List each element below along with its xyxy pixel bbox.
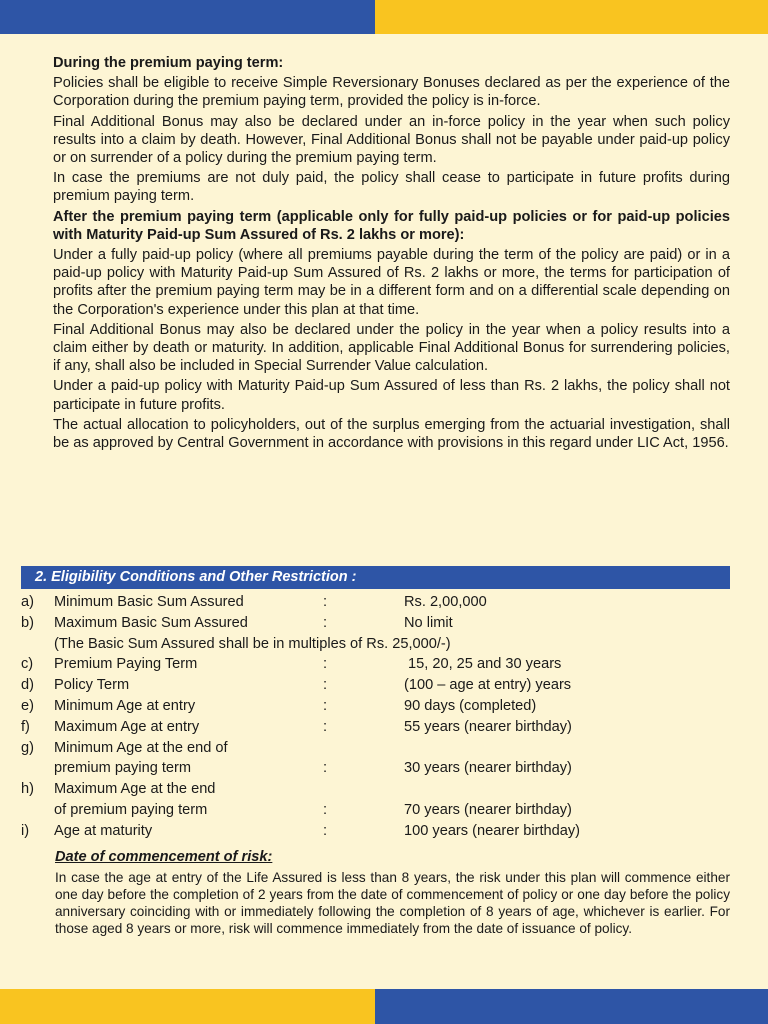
condition-value: Rs. 2,00,000 <box>404 594 487 610</box>
risk-commencement-title: Date of commencement of risk: <box>55 849 273 865</box>
condition-row-e <box>21 696 730 717</box>
paragraph-premiums-not-paid: In case the premiums are not duly paid, the policy shall cease to participate in future profits during premium paying term. <box>53 170 730 205</box>
during-term-heading: During the premium paying term: <box>53 55 284 71</box>
condition-label: Premium Paying Term <box>54 656 198 673</box>
paragraph-allocation: The actual allocation to policyholders, out of the surplus emerging from the actuarial investigation, shall be as approved by Central Government in accordance with provisions in this regard under LIC Act, 1956. <box>53 416 730 452</box>
condition-value: 100 years (nearer birthday) <box>404 822 581 839</box>
condition-row-g <box>21 738 730 759</box>
condition-label: Minimum Basic Sum Assured <box>54 594 244 610</box>
condition-row-h-cont <box>21 800 730 821</box>
bottom-left-yellow-band <box>0 989 375 1024</box>
risk-commencement-section <box>55 848 730 937</box>
paragraph-paid-up-less-2-lakhs: Under a paid-up policy with Maturity Paid-up Sum Assured of less than Rs. 2 lakhs, the policy shall not participate in future profits. <box>53 378 730 413</box>
colon-separator: : <box>323 677 328 694</box>
condition-row-g-cont <box>21 758 730 779</box>
colon-separator: : <box>323 801 328 818</box>
paragraph-final-bonus-maturity: Final Additional Bonus may also be declared under the policy in the year when a policy results into a claim either by death or maturity. In addition, applicable Final Additional Bonus for surrendering policies, if any, shall also be included in Special Surrender Value calculation. <box>53 321 730 375</box>
condition-row-d <box>21 675 730 696</box>
condition-label: Age at maturity <box>54 822 153 839</box>
condition-letter: g) <box>21 739 34 756</box>
section-2-header: 2. Eligibility Conditions and Other Restriction : <box>21 566 730 589</box>
condition-value: 55 years (nearer birthday) <box>404 718 572 735</box>
condition-label: Maximum Basic Sum Assured <box>54 614 248 631</box>
colon-separator: : <box>323 594 328 610</box>
bottom-right-blue-band <box>375 989 768 1024</box>
condition-letter: h) <box>21 781 34 798</box>
condition-letter: e) <box>21 697 34 714</box>
condition-value: 15, 20, 25 and 30 years <box>408 656 562 673</box>
paragraph-reversionary-bonus: Policies shall be eligible to receive Simple Reversionary Bonuses declared as per the experience of the Corporation during the premium paying term, provided the policy is in-force. <box>53 75 730 110</box>
condition-row-c <box>21 654 730 675</box>
condition-value: 30 years (nearer birthday) <box>404 760 572 777</box>
condition-row-i <box>21 821 730 842</box>
colon-separator: : <box>323 697 328 714</box>
condition-letter: c) <box>21 656 34 673</box>
condition-row-h <box>21 779 730 800</box>
condition-value: No limit <box>404 614 453 631</box>
colon-separator: : <box>323 718 328 735</box>
condition-label: Maximum Age at entry <box>54 718 200 735</box>
condition-label: Minimum Age at entry <box>54 697 196 714</box>
condition-letter: f) <box>21 718 30 735</box>
colon-separator: : <box>323 760 328 777</box>
condition-letter: a) <box>21 594 34 610</box>
paragraph-fully-paid-up: Under a fully paid-up policy (where all premiums payable during the term of the policy are paid) or in a paid-up policy with Maturity Paid-up Sum Assured of Rs. 2 lakhs or more, the terms for participation of profits after the premium paying term may be in a different form and on a differential scale depending on the Corporation's experience under this plan at that time. <box>53 247 730 318</box>
bonus-content <box>53 54 730 454</box>
condition-letter: b) <box>21 614 34 631</box>
condition-label: Policy Term <box>54 677 130 694</box>
condition-value: 70 years (nearer birthday) <box>404 801 572 818</box>
colon-separator: : <box>323 822 328 839</box>
top-left-blue-band <box>0 0 375 34</box>
condition-row-a <box>21 592 730 613</box>
sum-assured-multiples-note: (The Basic Sum Assured shall be in multiples of Rs. 25,000/-) <box>54 635 451 652</box>
condition-label-continued: premium paying term <box>54 760 192 777</box>
colon-separator: : <box>323 656 328 673</box>
condition-letter: d) <box>21 677 34 694</box>
condition-note-row <box>21 634 730 655</box>
condition-label-continued: of premium paying term <box>54 801 208 818</box>
colon-separator: : <box>323 614 328 631</box>
condition-label: Minimum Age at the end of <box>54 739 228 756</box>
risk-commencement-text: In case the age at entry of the Life Assured is less than 8 years, the risk under this plan will commence either one day before the completion of 2 years from the date of commencement of policy or one day before the policy anniversary coinciding with or immediately following the completion of 8 years of age, whichever is earlier. For those aged 8 years or more, risk will commence immediately from the date of issuance of policy. <box>55 870 730 936</box>
condition-letter: i) <box>21 822 30 839</box>
eligibility-conditions-list <box>21 592 730 842</box>
condition-value: 90 days (completed) <box>404 697 537 714</box>
condition-row-f <box>21 717 730 738</box>
paragraph-final-bonus-death: Final Additional Bonus may also be declared under an in-force policy in the year when such policy results into a claim by death. However, Final Additional Bonus shall not be payable under paid-up policy or on surrender of a policy during the premium paying term. <box>53 113 730 167</box>
condition-value: (100 – age at entry) years <box>404 677 572 694</box>
top-right-yellow-band <box>375 0 768 34</box>
after-term-heading: After the premium paying term (applicable only for fully paid-up policies or for paid-up policies with Maturity Paid-up Sum Assured of Rs. 2 lakhs or more): <box>53 208 730 243</box>
condition-label: Maximum Age at the end <box>54 781 216 798</box>
condition-row-b <box>21 613 730 634</box>
